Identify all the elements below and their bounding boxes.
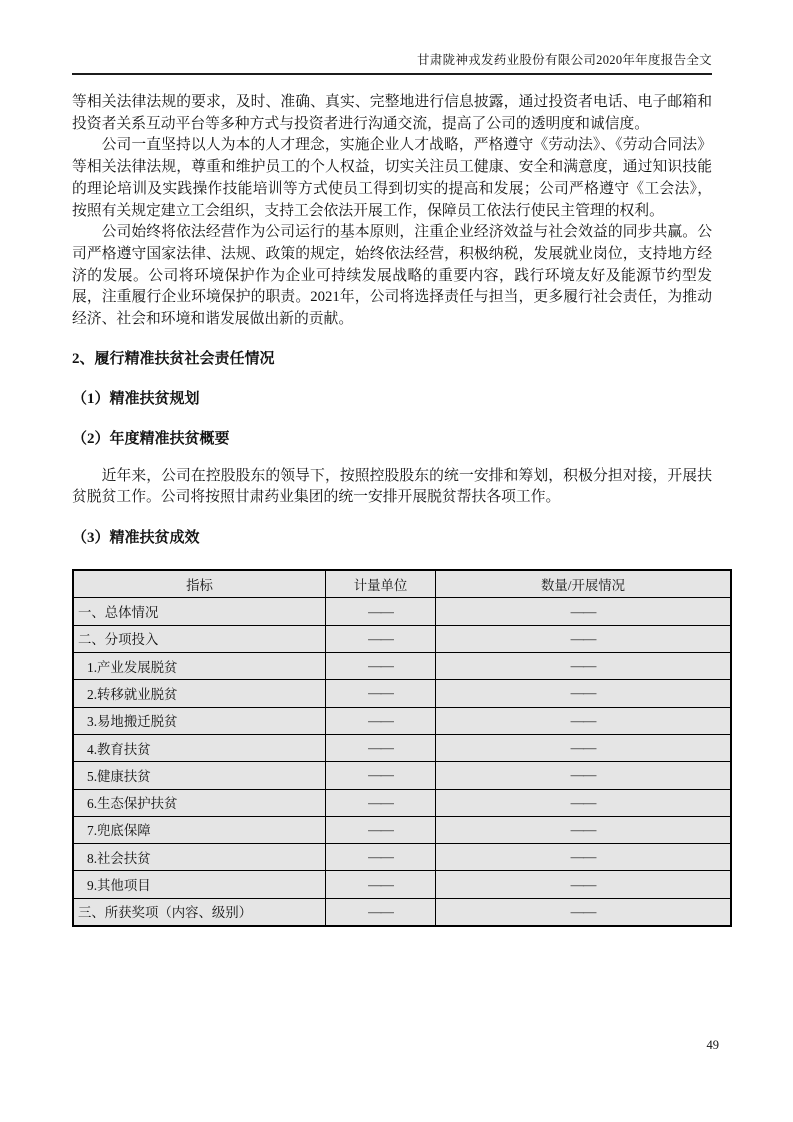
row-unit-cell: —— (326, 653, 436, 680)
row-label-cell: 9.其他项目 (73, 871, 326, 898)
row-label-cell: 2.转移就业脱贫 (73, 680, 326, 707)
row-unit-cell: —— (326, 734, 436, 761)
table-row (73, 598, 731, 625)
row-label-cell: 5.健康扶贫 (73, 762, 326, 789)
heading-poverty-plan: （1）精准扶贫规划 (72, 390, 200, 407)
table-row (73, 762, 731, 789)
table-row (73, 816, 731, 843)
paragraph-employees: 公司一直坚持以人为本的人才理念，实施企业人才战略，严格遵守《劳动法》、《劳动合同法》等相关法律法规，尊重和维护员工的个人权益，切实关注员工健康、安全和满意度，通过知识技能的理论培训及实践操作技能培训等方式使员工得到切实的提高和发展；公司严格遵守《工会法》，按照有关规定建立工会组织，支持工会依法开展工作，保障员工依法行使民主管理的权利。 (72, 137, 712, 219)
row-label-cell: 二、分项投入 (73, 625, 326, 652)
table-row (73, 734, 731, 761)
row-label-cell: 8.社会扶贫 (73, 844, 326, 871)
row-value-cell: —— (436, 680, 732, 707)
table-row (73, 625, 731, 652)
row-label-cell: 6.生态保护扶贫 (73, 789, 326, 816)
table-header-row (73, 570, 731, 598)
poverty-results-table (72, 569, 732, 927)
row-unit-cell: —— (326, 789, 436, 816)
row-value-cell: —— (436, 653, 732, 680)
table-row (73, 871, 731, 898)
row-label-cell: 一、总体情况 (73, 598, 326, 625)
page-content (72, 92, 712, 927)
table-row (73, 898, 731, 926)
row-unit-cell: —— (326, 598, 436, 625)
table-row (73, 680, 731, 707)
row-unit-cell: —— (326, 625, 436, 652)
heading-poverty-results: （3）精准扶贫成效 (72, 530, 200, 547)
row-label-cell: 7.兜底保障 (73, 816, 326, 843)
paragraph-compliance: 公司始终将依法经营作为公司运行的基本原则，注重企业经济效益与社会效益的同步共赢。公司严格遵守国家法律、法规、政策的规定，始终依法经营，积极纳税，发展就业岗位，支持地方经济的发展。公司将环境保护作为企业可持续发展战略的重要内容，践行环境友好及能源节约型发展，注重履行企业环境保护的职责。2021年，公司将选择责任与担当，更多履行社会责任，为推动经济、社会和环境和谐发展做出新的贡献。 (72, 224, 712, 328)
row-label-cell: 4.教育扶贫 (73, 734, 326, 761)
row-unit-cell: —— (326, 680, 436, 707)
table-row (73, 789, 731, 816)
running-header: 甘肃陇神戎发药业股份有限公司2020年年度报告全文 (72, 50, 712, 75)
row-value-cell: —— (436, 816, 732, 843)
header-quantity: 数量/开展情况 (436, 570, 732, 598)
header-indicator: 指标 (73, 570, 326, 598)
table-body (73, 598, 731, 926)
header-unit: 计量单位 (326, 570, 436, 598)
row-label-cell: 1.产业发展脱贫 (73, 653, 326, 680)
row-unit-cell: —— (326, 816, 436, 843)
row-value-cell: —— (436, 734, 732, 761)
page-number: 49 (706, 1038, 719, 1052)
paragraph-disclosure: 等相关法律法规的要求，及时、准确、真实、完整地进行信息披露，通过投资者电话、电子邮箱和投资者关系互动平台等多种方式与投资者进行沟通交流，提高了公司的透明度和诚信度。 (72, 94, 712, 132)
row-label-cell: 3.易地搬迁脱贫 (73, 707, 326, 734)
table-row (73, 844, 731, 871)
row-value-cell: —— (436, 598, 732, 625)
table-row (73, 707, 731, 734)
heading-poverty-summary: （2）年度精准扶贫概要 (72, 430, 230, 447)
row-unit-cell: —— (326, 871, 436, 898)
row-value-cell: —— (436, 789, 732, 816)
row-unit-cell: —— (326, 844, 436, 871)
row-value-cell: —— (436, 707, 732, 734)
paragraph-poverty-summary: 近年来，公司在控股股东的领导下，按照控股股东的统一安排和筹划，积极分担对接，开展扶贫脱贫工作。公司将按照甘肃药业集团的统一安排开展脱贫帮扶各项工作。 (72, 467, 712, 506)
row-value-cell: —— (436, 762, 732, 789)
row-unit-cell: —— (326, 707, 436, 734)
row-unit-cell: —— (326, 762, 436, 789)
row-unit-cell: —— (326, 898, 436, 926)
heading-poverty-alleviation: 2、履行精准扶贫社会责任情况 (72, 350, 275, 367)
row-value-cell: —— (436, 625, 732, 652)
table-head (73, 570, 731, 598)
row-value-cell: —— (436, 898, 732, 926)
row-value-cell: —— (436, 871, 732, 898)
row-value-cell: —— (436, 844, 732, 871)
row-label-cell: 三、所获奖项（内容、级别） (73, 898, 326, 926)
table-row (73, 653, 731, 680)
